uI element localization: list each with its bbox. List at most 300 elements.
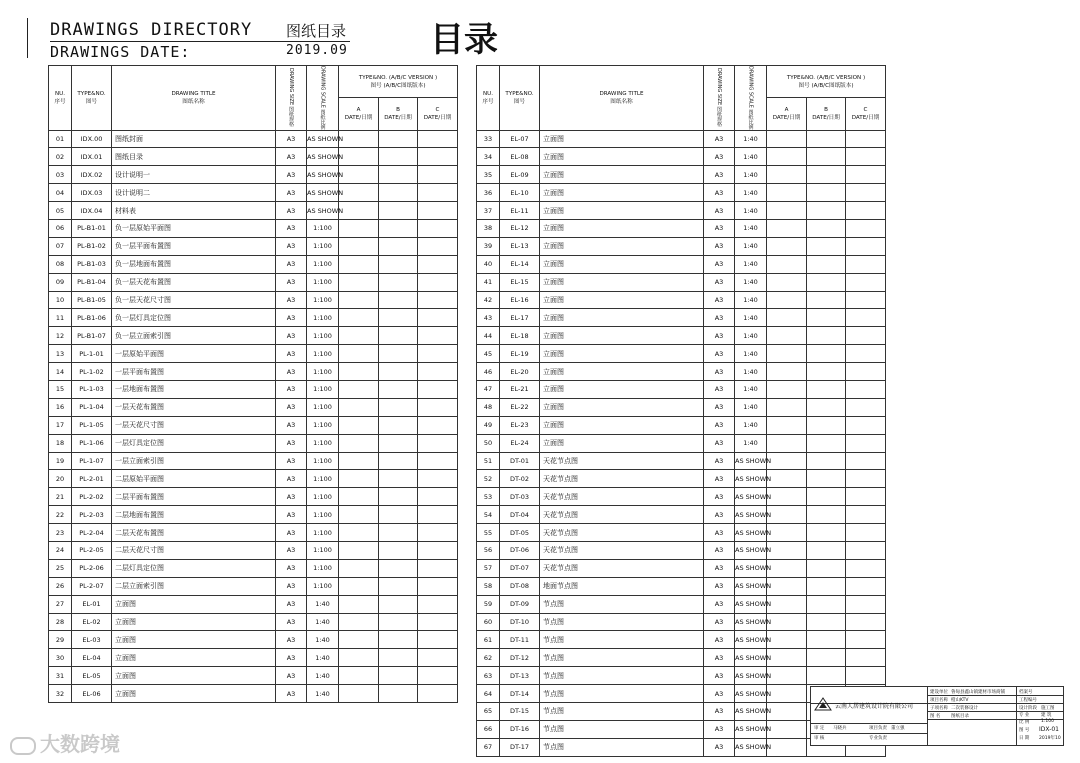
row-size: A3 [704, 184, 735, 202]
label-major: 专 业 [1019, 713, 1030, 718]
row-version-b [807, 667, 846, 685]
row-size: A3 [276, 416, 307, 434]
row-code: IDX.04 [72, 202, 112, 220]
row-no: 12 [49, 327, 72, 345]
row-version-b [379, 434, 418, 452]
col-header-type: TYPE&NO. 图号 [500, 66, 540, 131]
table-row [49, 416, 458, 434]
row-version-a [767, 255, 807, 273]
row-scale: 1:40 [735, 416, 767, 434]
row-version-a [767, 184, 807, 202]
table-row [477, 631, 886, 649]
row-version-b [807, 524, 846, 542]
row-version-a [767, 720, 807, 738]
row-size: A3 [704, 577, 735, 595]
row-version-a [767, 631, 807, 649]
row-code: EL-19 [500, 345, 540, 363]
row-version-c [846, 649, 886, 667]
row-version-a [339, 398, 379, 416]
row-no: 22 [49, 506, 72, 524]
row-scale: 1:100 [307, 416, 339, 434]
col-header-c: C DATE/日期 [846, 98, 886, 130]
row-version-b [807, 130, 846, 148]
row-code: PL-2-07 [72, 577, 112, 595]
row-title: 二层立面索引图 [112, 577, 276, 595]
row-version-b [379, 166, 418, 184]
table-row [477, 613, 886, 631]
value-stage: 施工图 [1041, 706, 1055, 711]
row-title: 立面图 [540, 380, 704, 398]
row-no: 62 [477, 649, 500, 667]
value-scale: 1:100 [1041, 719, 1054, 724]
value-leader: 董立强 [891, 726, 905, 731]
row-version-a [339, 685, 379, 703]
row-no: 38 [477, 219, 500, 237]
row-code: EL-10 [500, 184, 540, 202]
row-version-b [807, 184, 846, 202]
row-size: A3 [276, 631, 307, 649]
row-title: 节点图 [540, 667, 704, 685]
table-row [477, 398, 886, 416]
row-code: EL-13 [500, 237, 540, 255]
row-no: 64 [477, 685, 500, 703]
row-size: A3 [704, 542, 735, 560]
row-no: 33 [477, 130, 500, 148]
row-version-c [846, 255, 886, 273]
row-version-c [846, 184, 886, 202]
row-scale: 1:100 [307, 219, 339, 237]
row-no: 17 [49, 416, 72, 434]
row-size: A3 [704, 434, 735, 452]
row-version-a [339, 309, 379, 327]
table-row [477, 130, 886, 148]
row-version-b [807, 273, 846, 291]
row-no: 30 [49, 649, 72, 667]
row-no: 47 [477, 380, 500, 398]
date-value: 2019.09 [286, 43, 348, 58]
table-row [49, 559, 458, 577]
row-scale: 1:100 [307, 577, 339, 595]
table-row [49, 452, 458, 470]
row-title: 二层天花布置图 [112, 524, 276, 542]
row-title: 图纸目录 [112, 148, 276, 166]
row-scale: AS SHOWN [735, 613, 767, 631]
row-title: 立面图 [540, 291, 704, 309]
row-version-b [807, 577, 846, 595]
row-no: 01 [49, 130, 72, 148]
row-scale: AS SHOWN [735, 649, 767, 667]
row-version-b [807, 434, 846, 452]
row-title: 立面图 [540, 398, 704, 416]
row-title: 二层地面布置图 [112, 506, 276, 524]
row-scale: AS SHOWN [307, 130, 339, 148]
row-size: A3 [704, 148, 735, 166]
row-size: A3 [704, 631, 735, 649]
directory-title-en: DRAWINGS DIRECTORY [50, 20, 253, 40]
row-version-a [767, 148, 807, 166]
row-scale: 1:40 [735, 327, 767, 345]
row-version-c [418, 506, 458, 524]
row-scale: AS SHOWN [307, 202, 339, 220]
table-row [49, 649, 458, 667]
row-title: 立面图 [540, 237, 704, 255]
row-title: 二层原始平面图 [112, 470, 276, 488]
row-size: A3 [276, 559, 307, 577]
row-no: 06 [49, 219, 72, 237]
value-project: 橙山KTV [951, 698, 969, 703]
row-size: A3 [704, 667, 735, 685]
row-code: EL-23 [500, 416, 540, 434]
row-title: 立面图 [540, 184, 704, 202]
row-version-c [418, 488, 458, 506]
label-proj-no: 工程编号 [1019, 698, 1037, 703]
row-scale: AS SHOWN [735, 506, 767, 524]
row-code: PL-B1-05 [72, 291, 112, 309]
row-version-a [767, 237, 807, 255]
table-row [49, 667, 458, 685]
row-version-a [767, 506, 807, 524]
row-no: 20 [49, 470, 72, 488]
row-version-c [418, 559, 458, 577]
row-version-c [418, 148, 458, 166]
row-code: EL-11 [500, 202, 540, 220]
row-scale: 1:40 [735, 148, 767, 166]
row-size: A3 [704, 685, 735, 703]
table-row [49, 398, 458, 416]
table-row [49, 219, 458, 237]
row-version-b [807, 309, 846, 327]
value-sub: 二次装修设计 [951, 706, 978, 711]
row-title: 立面图 [540, 148, 704, 166]
row-version-a [767, 434, 807, 452]
row-scale: 1:40 [307, 667, 339, 685]
row-version-a [767, 488, 807, 506]
row-code: PL-1-04 [72, 398, 112, 416]
row-code: EL-01 [72, 595, 112, 613]
row-version-b [379, 398, 418, 416]
row-code: EL-05 [72, 667, 112, 685]
row-no: 09 [49, 273, 72, 291]
row-version-b [807, 327, 846, 345]
table-row [477, 559, 886, 577]
row-version-b [807, 345, 846, 363]
row-size: A3 [276, 577, 307, 595]
row-scale: 1:40 [735, 166, 767, 184]
row-code: IDX.01 [72, 148, 112, 166]
row-no: 08 [49, 255, 72, 273]
row-title: 一层平面布置图 [112, 363, 276, 381]
table-row [477, 202, 886, 220]
row-no: 41 [477, 273, 500, 291]
row-version-c [846, 542, 886, 560]
row-scale: AS SHOWN [735, 559, 767, 577]
row-code: DT-15 [500, 703, 540, 721]
row-no: 65 [477, 703, 500, 721]
row-version-a [339, 184, 379, 202]
row-size: A3 [276, 184, 307, 202]
row-version-a [767, 291, 807, 309]
row-version-a [767, 738, 807, 756]
row-title: 立面图 [112, 595, 276, 613]
row-scale: 1:100 [307, 506, 339, 524]
row-no: 31 [49, 667, 72, 685]
col-header-b: B DATE/日期 [379, 98, 418, 130]
row-title: 设计说明一 [112, 166, 276, 184]
col-header-title: DRAWING TITLE 图纸名称 [112, 66, 276, 131]
table-row [49, 363, 458, 381]
table-row [49, 542, 458, 560]
row-title: 材料表 [112, 202, 276, 220]
row-no: 46 [477, 363, 500, 381]
row-version-c [418, 130, 458, 148]
table-row [49, 577, 458, 595]
row-version-a [339, 452, 379, 470]
table-row [477, 273, 886, 291]
row-code: PL-1-06 [72, 434, 112, 452]
table-row [477, 166, 886, 184]
row-code: DT-13 [500, 667, 540, 685]
row-title: 立面图 [540, 202, 704, 220]
row-version-c [846, 577, 886, 595]
row-version-a [767, 219, 807, 237]
row-version-a [767, 542, 807, 560]
row-no: 63 [477, 667, 500, 685]
table-row [49, 202, 458, 220]
label-no: 图 号 [1019, 728, 1030, 733]
table-row [49, 488, 458, 506]
row-size: A3 [704, 398, 735, 416]
row-scale: 1:100 [307, 327, 339, 345]
row-version-c [418, 416, 458, 434]
row-scale: AS SHOWN [735, 488, 767, 506]
table-row [49, 434, 458, 452]
row-version-b [807, 219, 846, 237]
row-no: 10 [49, 291, 72, 309]
table-row [477, 542, 886, 560]
label-stage: 设计阶段 [1019, 706, 1037, 711]
row-title: 一层地面布置图 [112, 380, 276, 398]
row-no: 59 [477, 595, 500, 613]
row-version-c [846, 416, 886, 434]
row-scale: AS SHOWN [735, 452, 767, 470]
row-title: 立面图 [540, 327, 704, 345]
row-scale: AS SHOWN [735, 524, 767, 542]
row-title: 立面图 [540, 166, 704, 184]
row-title: 天花节点图 [540, 542, 704, 560]
row-version-c [418, 542, 458, 560]
row-title: 立面图 [540, 309, 704, 327]
row-version-b [379, 542, 418, 560]
table-row [477, 363, 886, 381]
row-code: EL-22 [500, 398, 540, 416]
row-title: 二层天花尺寸图 [112, 542, 276, 560]
row-version-a [339, 380, 379, 398]
table-row [49, 255, 458, 273]
row-size: A3 [704, 506, 735, 524]
row-scale: AS SHOWN [735, 577, 767, 595]
row-size: A3 [276, 649, 307, 667]
row-version-b [807, 452, 846, 470]
row-scale: AS SHOWN [735, 595, 767, 613]
row-scale: 1:40 [735, 398, 767, 416]
row-version-b [807, 613, 846, 631]
row-code: EL-04 [72, 649, 112, 667]
row-size: A3 [276, 667, 307, 685]
row-size: A3 [704, 219, 735, 237]
row-version-b [807, 488, 846, 506]
row-no: 02 [49, 148, 72, 166]
row-size: A3 [276, 291, 307, 309]
row-no: 39 [477, 237, 500, 255]
row-size: A3 [704, 452, 735, 470]
row-version-c [846, 470, 886, 488]
row-scale: 1:40 [735, 363, 767, 381]
row-no: 27 [49, 595, 72, 613]
row-version-b [379, 667, 418, 685]
row-code: IDX.03 [72, 184, 112, 202]
row-code: EL-09 [500, 166, 540, 184]
row-title: 天花节点图 [540, 488, 704, 506]
label-leader: 项目负责 [869, 726, 887, 731]
row-version-c [846, 273, 886, 291]
row-scale: AS SHOWN [307, 184, 339, 202]
row-no: 51 [477, 452, 500, 470]
row-scale: AS SHOWN [735, 685, 767, 703]
row-version-c [418, 363, 458, 381]
row-version-a [339, 524, 379, 542]
row-no: 57 [477, 559, 500, 577]
label-sub: 子项名称 [930, 706, 948, 711]
row-version-c [418, 184, 458, 202]
row-scale: 1:40 [735, 309, 767, 327]
row-version-c [418, 452, 458, 470]
row-no: 50 [477, 434, 500, 452]
row-scale: 1:100 [307, 363, 339, 381]
row-size: A3 [704, 327, 735, 345]
row-version-c [418, 219, 458, 237]
row-version-a [339, 291, 379, 309]
value-review: 马晓兵 [833, 726, 847, 731]
row-version-c [846, 452, 886, 470]
row-title: 一层天花布置图 [112, 398, 276, 416]
row-no: 28 [49, 613, 72, 631]
row-code: DT-08 [500, 577, 540, 595]
row-code: PL-1-01 [72, 345, 112, 363]
row-title: 立面图 [540, 273, 704, 291]
row-size: A3 [276, 273, 307, 291]
row-version-c [846, 434, 886, 452]
label-design: 专业负责 [869, 736, 887, 741]
row-title: 天花节点图 [540, 524, 704, 542]
row-code: DT-12 [500, 649, 540, 667]
row-code: PL-B1-07 [72, 327, 112, 345]
label-archive: 档案号 [1019, 690, 1033, 695]
table-row [477, 577, 886, 595]
table-row [49, 166, 458, 184]
row-scale: AS SHOWN [735, 470, 767, 488]
row-version-c [846, 166, 886, 184]
row-version-c [418, 524, 458, 542]
row-version-b [379, 130, 418, 148]
row-version-c [846, 595, 886, 613]
row-version-a [339, 237, 379, 255]
row-version-c [418, 380, 458, 398]
row-version-b [807, 237, 846, 255]
row-code: DT-05 [500, 524, 540, 542]
row-version-a [339, 363, 379, 381]
row-size: A3 [276, 470, 307, 488]
row-version-b [379, 524, 418, 542]
row-size: A3 [704, 738, 735, 756]
col-header-no: NU. 序号 [477, 66, 500, 131]
row-version-a [339, 273, 379, 291]
row-version-c [418, 273, 458, 291]
row-version-a [767, 202, 807, 220]
row-version-b [807, 506, 846, 524]
row-title: 天花节点图 [540, 559, 704, 577]
row-version-b [379, 416, 418, 434]
row-version-c [846, 148, 886, 166]
row-title: 一层天花尺寸图 [112, 416, 276, 434]
row-version-b [379, 363, 418, 381]
row-no: 26 [49, 577, 72, 595]
table-row [477, 184, 886, 202]
row-scale: 1:100 [307, 273, 339, 291]
row-version-c [418, 631, 458, 649]
row-no: 40 [477, 255, 500, 273]
row-size: A3 [276, 255, 307, 273]
row-no: 13 [49, 345, 72, 363]
label-project: 项目名称 [930, 698, 948, 703]
row-scale: 1:100 [307, 345, 339, 363]
row-no: 42 [477, 291, 500, 309]
row-version-c [846, 506, 886, 524]
row-title: 立面图 [540, 434, 704, 452]
table-row [49, 380, 458, 398]
row-code: DT-07 [500, 559, 540, 577]
row-title: 二层平面布置图 [112, 488, 276, 506]
row-version-c [418, 398, 458, 416]
row-code: DT-03 [500, 488, 540, 506]
row-version-a [339, 130, 379, 148]
row-size: A3 [704, 703, 735, 721]
table-row [477, 488, 886, 506]
row-scale: 1:100 [307, 452, 339, 470]
row-no: 48 [477, 398, 500, 416]
row-version-c [418, 685, 458, 703]
row-code: PL-2-03 [72, 506, 112, 524]
row-size: A3 [276, 506, 307, 524]
row-version-b [807, 595, 846, 613]
row-version-c [846, 524, 886, 542]
row-version-b [379, 506, 418, 524]
row-no: 05 [49, 202, 72, 220]
row-title: 天花节点图 [540, 452, 704, 470]
row-size: A3 [276, 685, 307, 703]
value-major: 建 筑 [1041, 713, 1052, 718]
row-version-c [418, 613, 458, 631]
col-header-size: DRAWING SIZE 图纸规格 [276, 66, 307, 131]
row-no: 23 [49, 524, 72, 542]
row-title: 图纸封面 [112, 130, 276, 148]
row-code: DT-11 [500, 631, 540, 649]
row-size: A3 [276, 595, 307, 613]
row-size: A3 [276, 398, 307, 416]
row-version-b [379, 685, 418, 703]
row-size: A3 [704, 524, 735, 542]
row-version-a [767, 559, 807, 577]
row-version-a [339, 667, 379, 685]
